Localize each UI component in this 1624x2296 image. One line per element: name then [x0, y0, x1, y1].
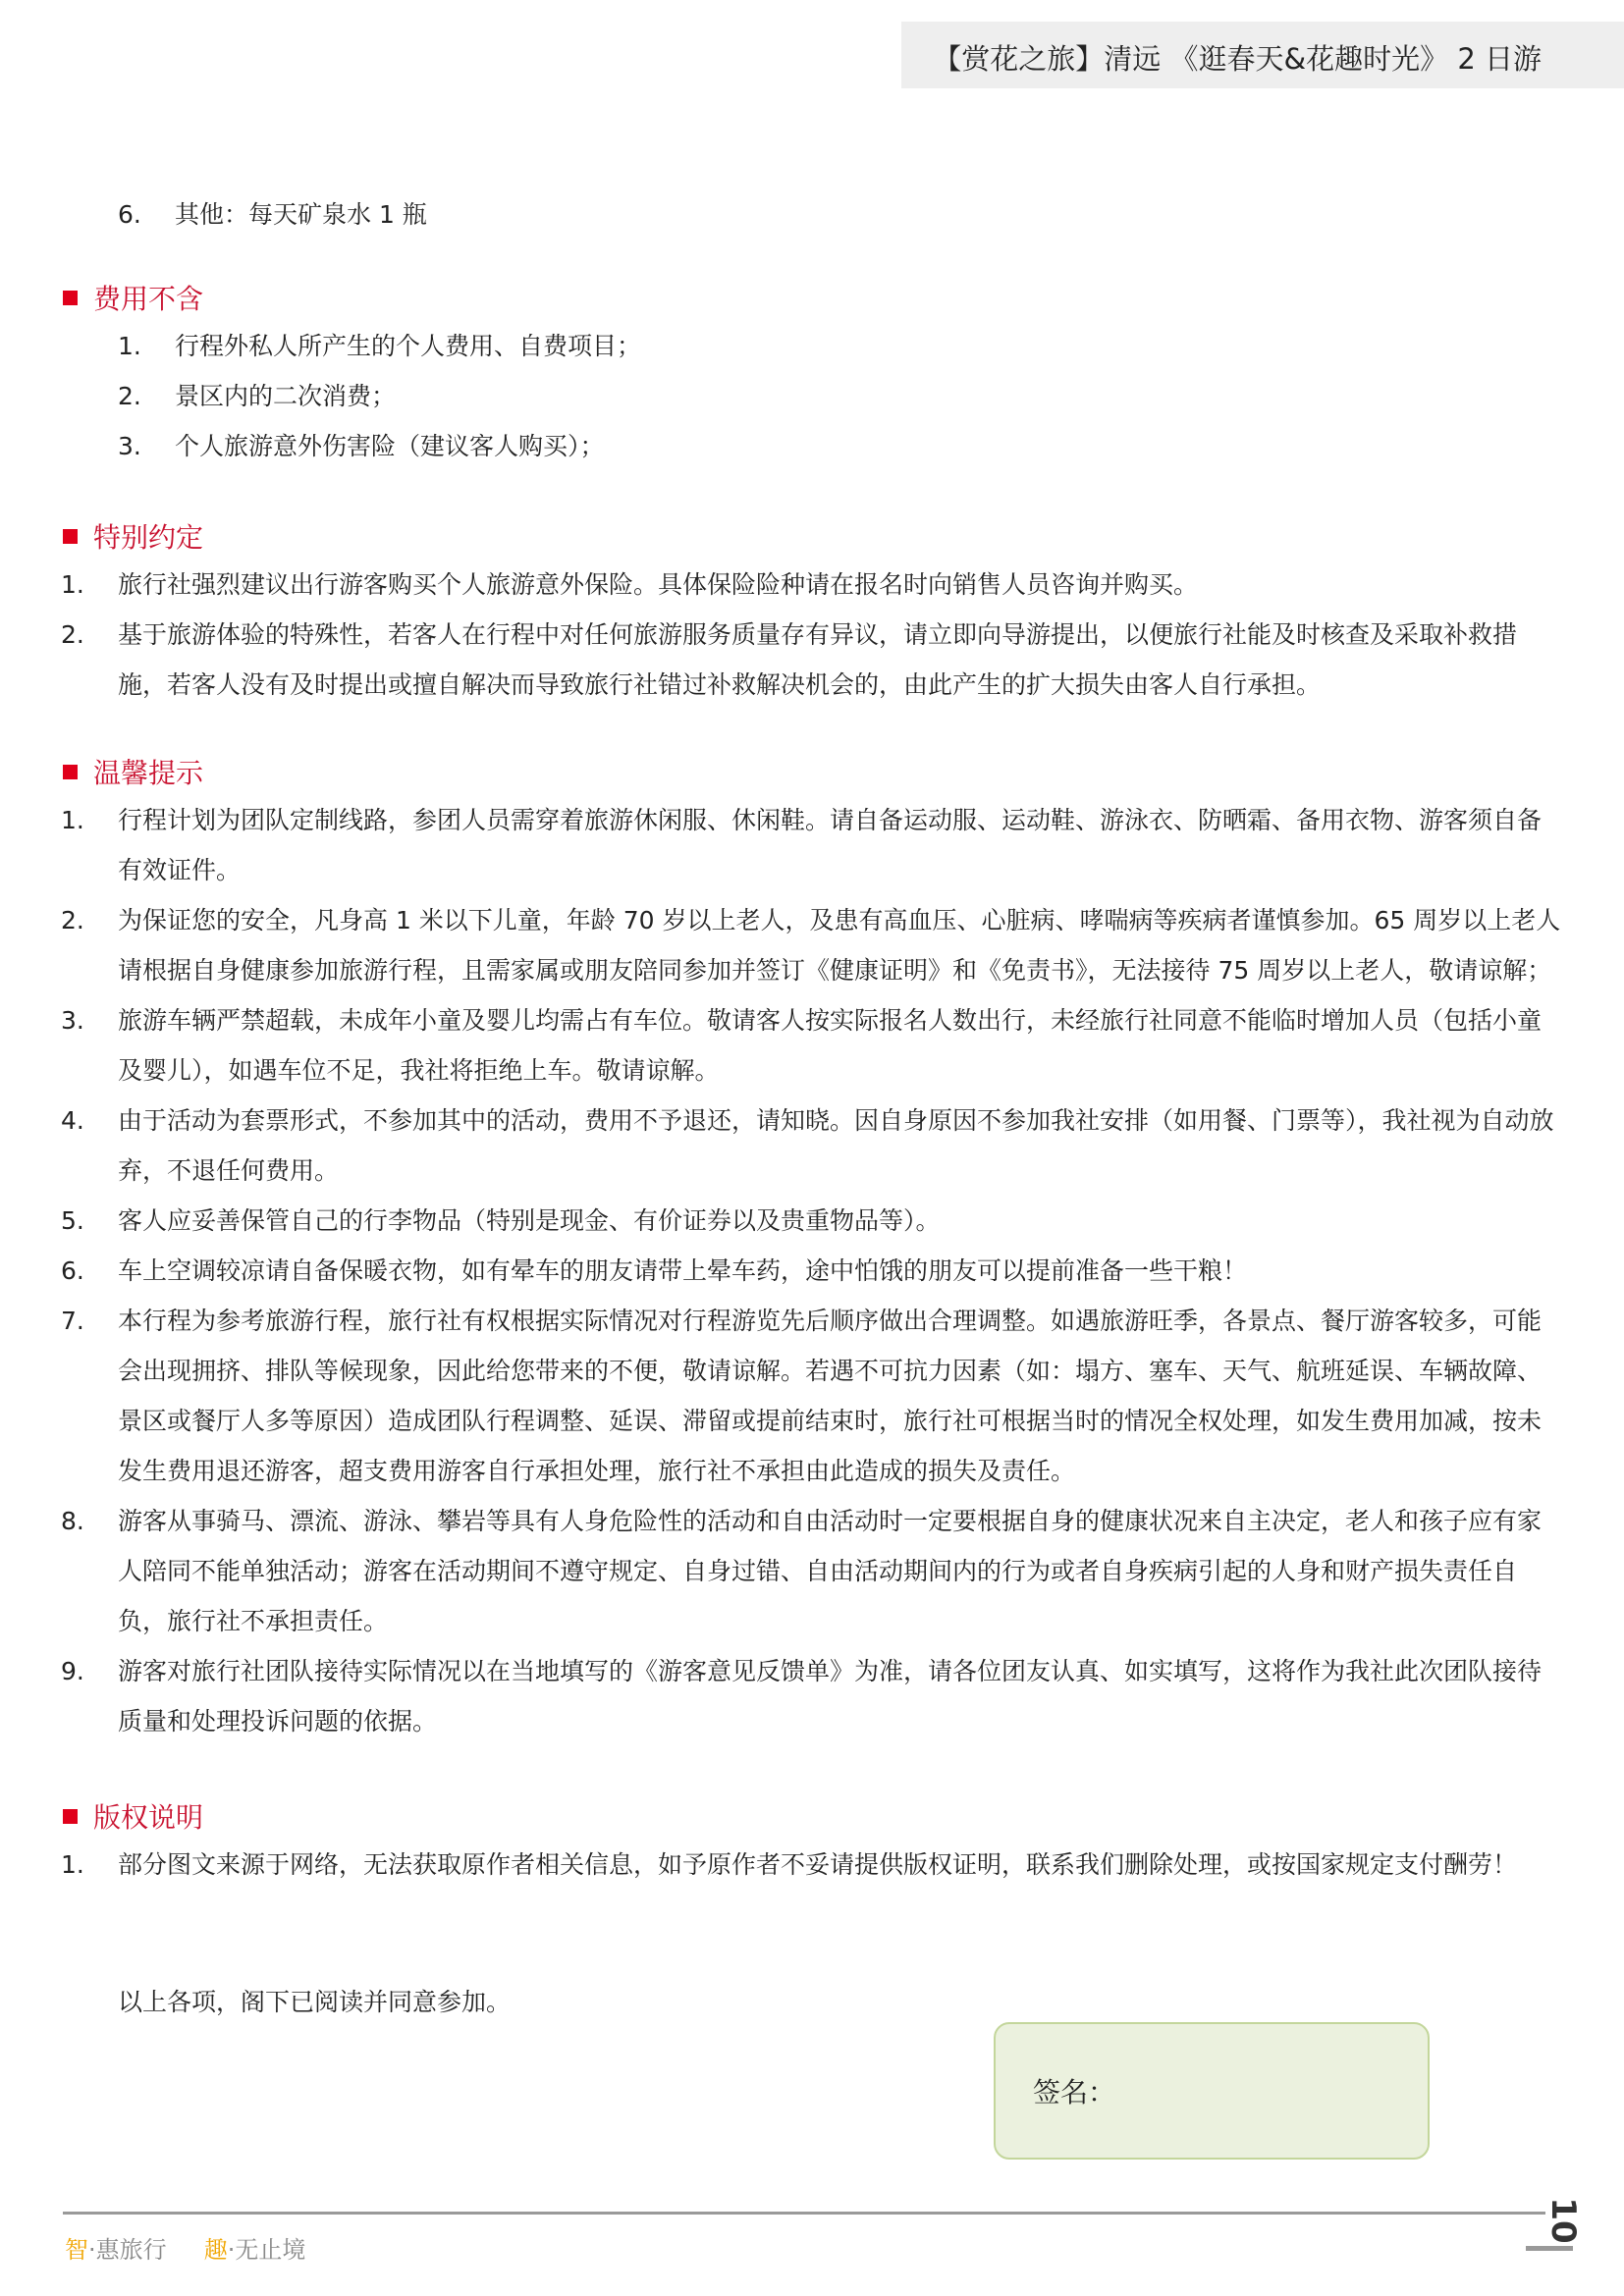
- bullet-square-icon: [63, 765, 78, 779]
- bullet-square-icon: [63, 1809, 78, 1824]
- list-item: 4. 由于活动为套票形式，不参加其中的活动，费用不予退还，请知晓。因自身原因不参加我社安排（如用餐、门票等），我社视为自动放弃，不退任何费用。: [61, 1106, 1554, 1185]
- page-number: 10: [1543, 2197, 1583, 2244]
- list-item: 3. 旅游车辆严禁超载，未成年小童及婴儿均需占有车位。敬请客人按实际报名人数出行，未经旅行社同意不能临时增加人员（包括小童及婴儿），如遇车位不足，我社将拒绝上车。敬请谅解。: [61, 1006, 1543, 1085]
- signature-label: 签名：: [1033, 2076, 1116, 2109]
- list-item: 1. 部分图文来源于网络，无法获取原作者相关信息，如予原作者不妥请提供版权证明，联系我们删除处理，或按国家规定支付酬劳！: [61, 1850, 1518, 1879]
- agreement-text: 以上各项，阁下已阅读并同意参加。: [118, 1988, 512, 2016]
- special-list: [61, 560, 1563, 710]
- list-item: 1. 旅行社强烈建议出行游客购买个人旅游意外保险。具体保险险种请在报名时向销售人员咨询并购买。: [61, 570, 1199, 599]
- section-title-excluded: 费用不含: [63, 278, 203, 317]
- bullet-square-icon: [63, 291, 78, 305]
- list-item: 8. 游客从事骑马、漂流、游泳、攀岩等具有人身危险性的活动和自由活动时一定要根据自身的健康状况来自主决定，老人和孩子应有家人陪同不能单独活动；游客在活动期间不遵守规定、自身过错、自由活动期间内的行为或者自身疾病引起的人身和财产损失责任自负，旅行社不承担责任。: [61, 1507, 1543, 1635]
- footer-divider: [63, 2212, 1545, 2215]
- list-item: 1. 行程计划为团队定制线路，参团人员需穿着旅游休闲服、休闲鞋。请自备运动服、运动鞋、游泳衣、防晒霜、备用衣物、游客须自备有效证件。: [61, 806, 1543, 884]
- list-item: 2. 基于旅游体验的特殊性，若客人在行程中对任何旅游服务质量存有异议，请立即向导游提出，以便旅行社能及时核查及采取补救措施，若客人没有及时提出或擅自解决而导致旅行社错过补救解决机会的，由此产生的扩大损失由客人自行承担。: [61, 620, 1518, 699]
- section-title-copyright: 版权说明: [63, 1796, 203, 1836]
- copyright-list: [61, 1840, 1563, 1890]
- header-title: 【赏花之旅】清远 《逛春天&花趣时光》 2 日游: [933, 42, 1542, 76]
- list-item: 2. 为保证您的安全，凡身高 1 米以下儿童，年龄 70 岁以上老人，及患有高血压、心脏病、哮喘病等疾病者谨慎参加。65 周岁以上老人请根据自身健康参加旅游行程，且需家属或朋友陪同参加并签订《健康证明》和《免责书》，无法接待 75 周岁以上老人，敬请谅解；: [61, 906, 1561, 985]
- signature-box[interactable]: [994, 2022, 1430, 2160]
- footer-slogan: 智·惠旅行 趣·无止境: [65, 2236, 306, 2264]
- list-item: 6. 车上空调较凉请自备保暖衣物，如有晕车的朋友请带上晕车药，途中怕饿的朋友可以提前准备一些干粮！: [61, 1256, 1248, 1285]
- list-item: 7. 本行程为参考旅游行程，旅行社有权根据实际情况对行程游览先后顺序做出合理调整。如遇旅游旺季，各景点、餐厅游客较多，可能会出现拥挤、排队等候现象，因此给您带来的不便，敬请谅解。若遇不可抗力因素（如：塌方、塞车、天气、航班延误、车辆故障、景区或餐厅人多等原因）造成团队行程调整、延误、滞留或提前结束时，旅行社可根据当时的情况全权处理，如发生费用加减，按未发生费用退还游客，超支费用游客自行承担处理，旅行社不承担由此造成的损失及责任。: [61, 1307, 1543, 1485]
- section-title-tips: 温馨提示: [63, 752, 203, 791]
- page-number-box: [1540, 2191, 1587, 2250]
- bullet-square-icon: [63, 529, 78, 544]
- list-item: 9. 游客对旅行社团队接待实际情况以在当地填写的《游客意见反馈单》为准，请各位团友认真、如实填写，这将作为我社此次团队接待质量和处理投诉问题的依据。: [61, 1657, 1543, 1735]
- tips-list: [61, 795, 1563, 1746]
- section-title-special: 特别约定: [63, 516, 203, 556]
- page-number-bar: [1526, 2246, 1573, 2251]
- list-item: 5. 客人应妥善保管自己的行李物品（特别是现金、有价证券以及贵重物品等）。: [61, 1206, 941, 1235]
